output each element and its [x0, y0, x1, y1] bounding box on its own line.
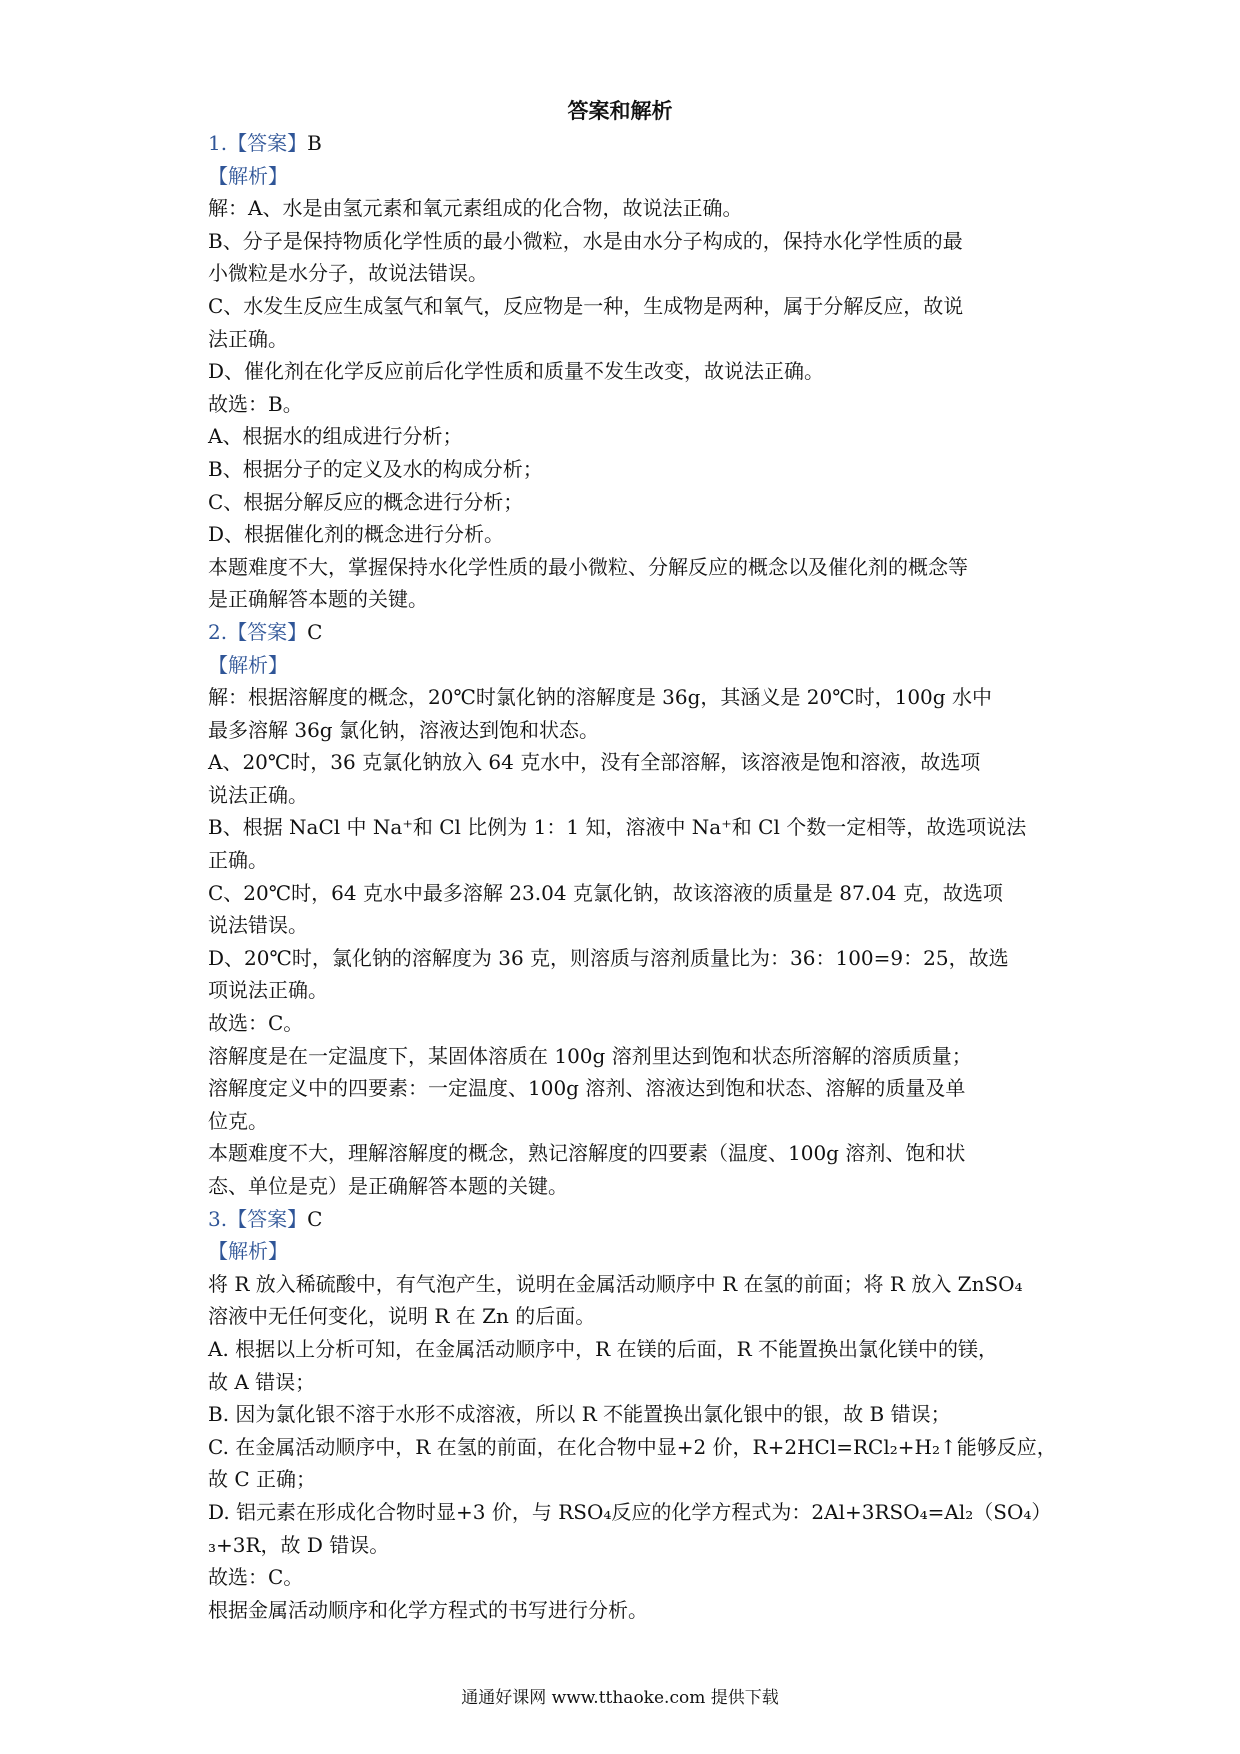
analysis-text-line: A、20℃时，36 克氯化钠放入 64 克水中，没有全部溶解，该溶液是饱和溶液，故选项	[208, 750, 981, 775]
answer-content	[208, 127, 1057, 1626]
analysis-text-line: D、催化剂在化学反应前后化学性质和质量不发生改变，故说法正确。	[208, 359, 825, 384]
analysis-text-line: B、根据 NaCl 中 Na⁺和 Cl 比例为 1：1 知，溶液中 Na⁺和 Cl 个数一定相等，故选项说法	[208, 815, 1027, 840]
analysis-text-line: 说法正确。	[208, 782, 308, 807]
answer-block-2	[208, 616, 1038, 1203]
analysis-text-line: 故选：C。	[208, 1565, 304, 1590]
analysis-text-line: B、分子是保持物质化学性质的最小微粒，水是由水分子构成的，保持水化学性质的最	[208, 228, 963, 253]
analysis-text-line: A、根据水的组成进行分析；	[208, 424, 463, 449]
analysis-text-line: 正确。	[208, 848, 268, 873]
analysis-text-line: D、20℃时，氯化钠的溶解度为 36 克，则溶质与溶剂质量比为：36：100=9：25，故选	[208, 945, 1009, 970]
analysis-text-line: 法正确。	[208, 326, 288, 351]
analysis-text-line: 溶液中无任何变化，说明 R 在 Zn 的后面。	[208, 1304, 596, 1329]
analysis-text-line: 态、单位是克）是正确解答本题的关键。	[208, 1174, 568, 1198]
analysis-text-line: 是正确解答本题的关键。	[208, 587, 428, 612]
analysis-text-line: D. 铝元素在形成化合物时显+3 价，与 RSO₄反应的化学方程式为：2Al+3RSO₄=Al₂（SO₄）	[208, 1499, 1052, 1524]
analysis-text-line: 溶解度是在一定温度下，某固体溶质在 100g 溶剂里达到饱和状态所溶解的溶质质量；	[208, 1043, 972, 1068]
analysis-text-line: B. 因为氯化银不溶于水形不成溶液，所以 R 不能置换出氯化银中的银，故 B 错误；	[208, 1402, 951, 1427]
answer-line	[208, 127, 1038, 160]
analysis-text-line: 将 R 放入稀硫酸中，有气泡产生，说明在金属活动顺序中 R 在氢的前面；将 R 放入 ZnSO₄	[208, 1271, 1023, 1296]
analysis-text-line: C、根据分解反应的概念进行分析；	[208, 489, 524, 514]
analysis-text-line: C、20℃时，64 克水中最多溶解 23.04 克氯化钠，故该溶液的质量是 87.04 克，故选项	[208, 880, 1003, 905]
analysis-text-line: 根据金属活动顺序和化学方程式的书写进行分析。	[208, 1597, 648, 1622]
analysis-text-line: 位克。	[208, 1108, 268, 1133]
answer-label: 【答案】	[227, 1206, 308, 1231]
question-number: 1.	[208, 131, 228, 155]
analysis-text-line: 本题难度不大，掌握保持水化学性质的最小微粒、分解反应的概念以及催化剂的概念等	[208, 554, 968, 579]
answer-label: 【答案】	[227, 619, 308, 644]
analysis-label: 【解析】	[208, 163, 288, 188]
answer-value: B	[307, 131, 322, 155]
analysis-text-line: B、根据分子的定义及水的构成分析；	[208, 456, 543, 481]
answer-label: 【答案】	[227, 131, 308, 155]
question-number: 3.	[208, 1206, 228, 1231]
answer-value: C	[307, 619, 323, 644]
analysis-text-line: ₃+3R，故 D 错误。	[208, 1532, 390, 1557]
answer-block-1	[208, 127, 1038, 616]
answer-value: C	[307, 1206, 323, 1231]
analysis-text-line: C. 在金属活动顺序中，R 在氢的前面，在化合物中显+2 价，R+2HCl=RCl₂+H₂↑能够反应，	[208, 1434, 1057, 1459]
page-title: 答案和解析	[567, 99, 673, 123]
page-footer: 通通好课网 www.tthaoke.com 提供下载	[461, 1688, 779, 1708]
analysis-text-line: 故选：B。	[208, 391, 303, 416]
answer-line	[208, 616, 1038, 649]
answer-line	[208, 1203, 1038, 1236]
analysis-text-line: D、根据催化剂的概念进行分析。	[208, 522, 505, 547]
analysis-text-line: 本题难度不大，理解溶解度的概念，熟记溶解度的四要素（温度、100g 溶剂、饱和状	[208, 1141, 966, 1166]
question-number: 2.	[208, 619, 228, 644]
analysis-text-line: 解：根据溶解度的概念，20℃时氯化钠的溶解度是 36g，其涵义是 20℃时，100g 水中	[208, 685, 992, 710]
analysis-text-line: 溶解度定义中的四要素：一定温度、100g 溶剂、溶液达到饱和状态、溶解的质量及单	[208, 1076, 966, 1101]
analysis-text-line: 故 C 正确；	[208, 1467, 317, 1492]
answer-block-3	[208, 1203, 1057, 1627]
analysis-text-line: 故 A 错误；	[208, 1369, 316, 1394]
analysis-text-line: 最多溶解 36g 氯化钠，溶液达到饱和状态。	[208, 717, 599, 742]
analysis-label: 【解析】	[208, 652, 288, 677]
analysis-text-line: 故选：C。	[208, 1011, 304, 1036]
analysis-text-line: 项说法正确。	[208, 978, 328, 1003]
analysis-text-line: 小微粒是水分子，故说法错误。	[208, 261, 488, 286]
analysis-text-line: A. 根据以上分析可知，在金属活动顺序中，R 在镁的后面，R 不能置换出氯化镁中的镁，	[208, 1336, 998, 1361]
analysis-label: 【解析】	[208, 1239, 288, 1264]
analysis-text-line: 解：A、水是由氢元素和氧元素组成的化合物，故说法正确。	[208, 196, 743, 221]
analysis-text-line: 说法错误。	[208, 913, 308, 938]
analysis-text-line: C、水发生反应生成氢气和氧气，反应物是一种，生成物是两种，属于分解反应，故说	[208, 293, 964, 318]
